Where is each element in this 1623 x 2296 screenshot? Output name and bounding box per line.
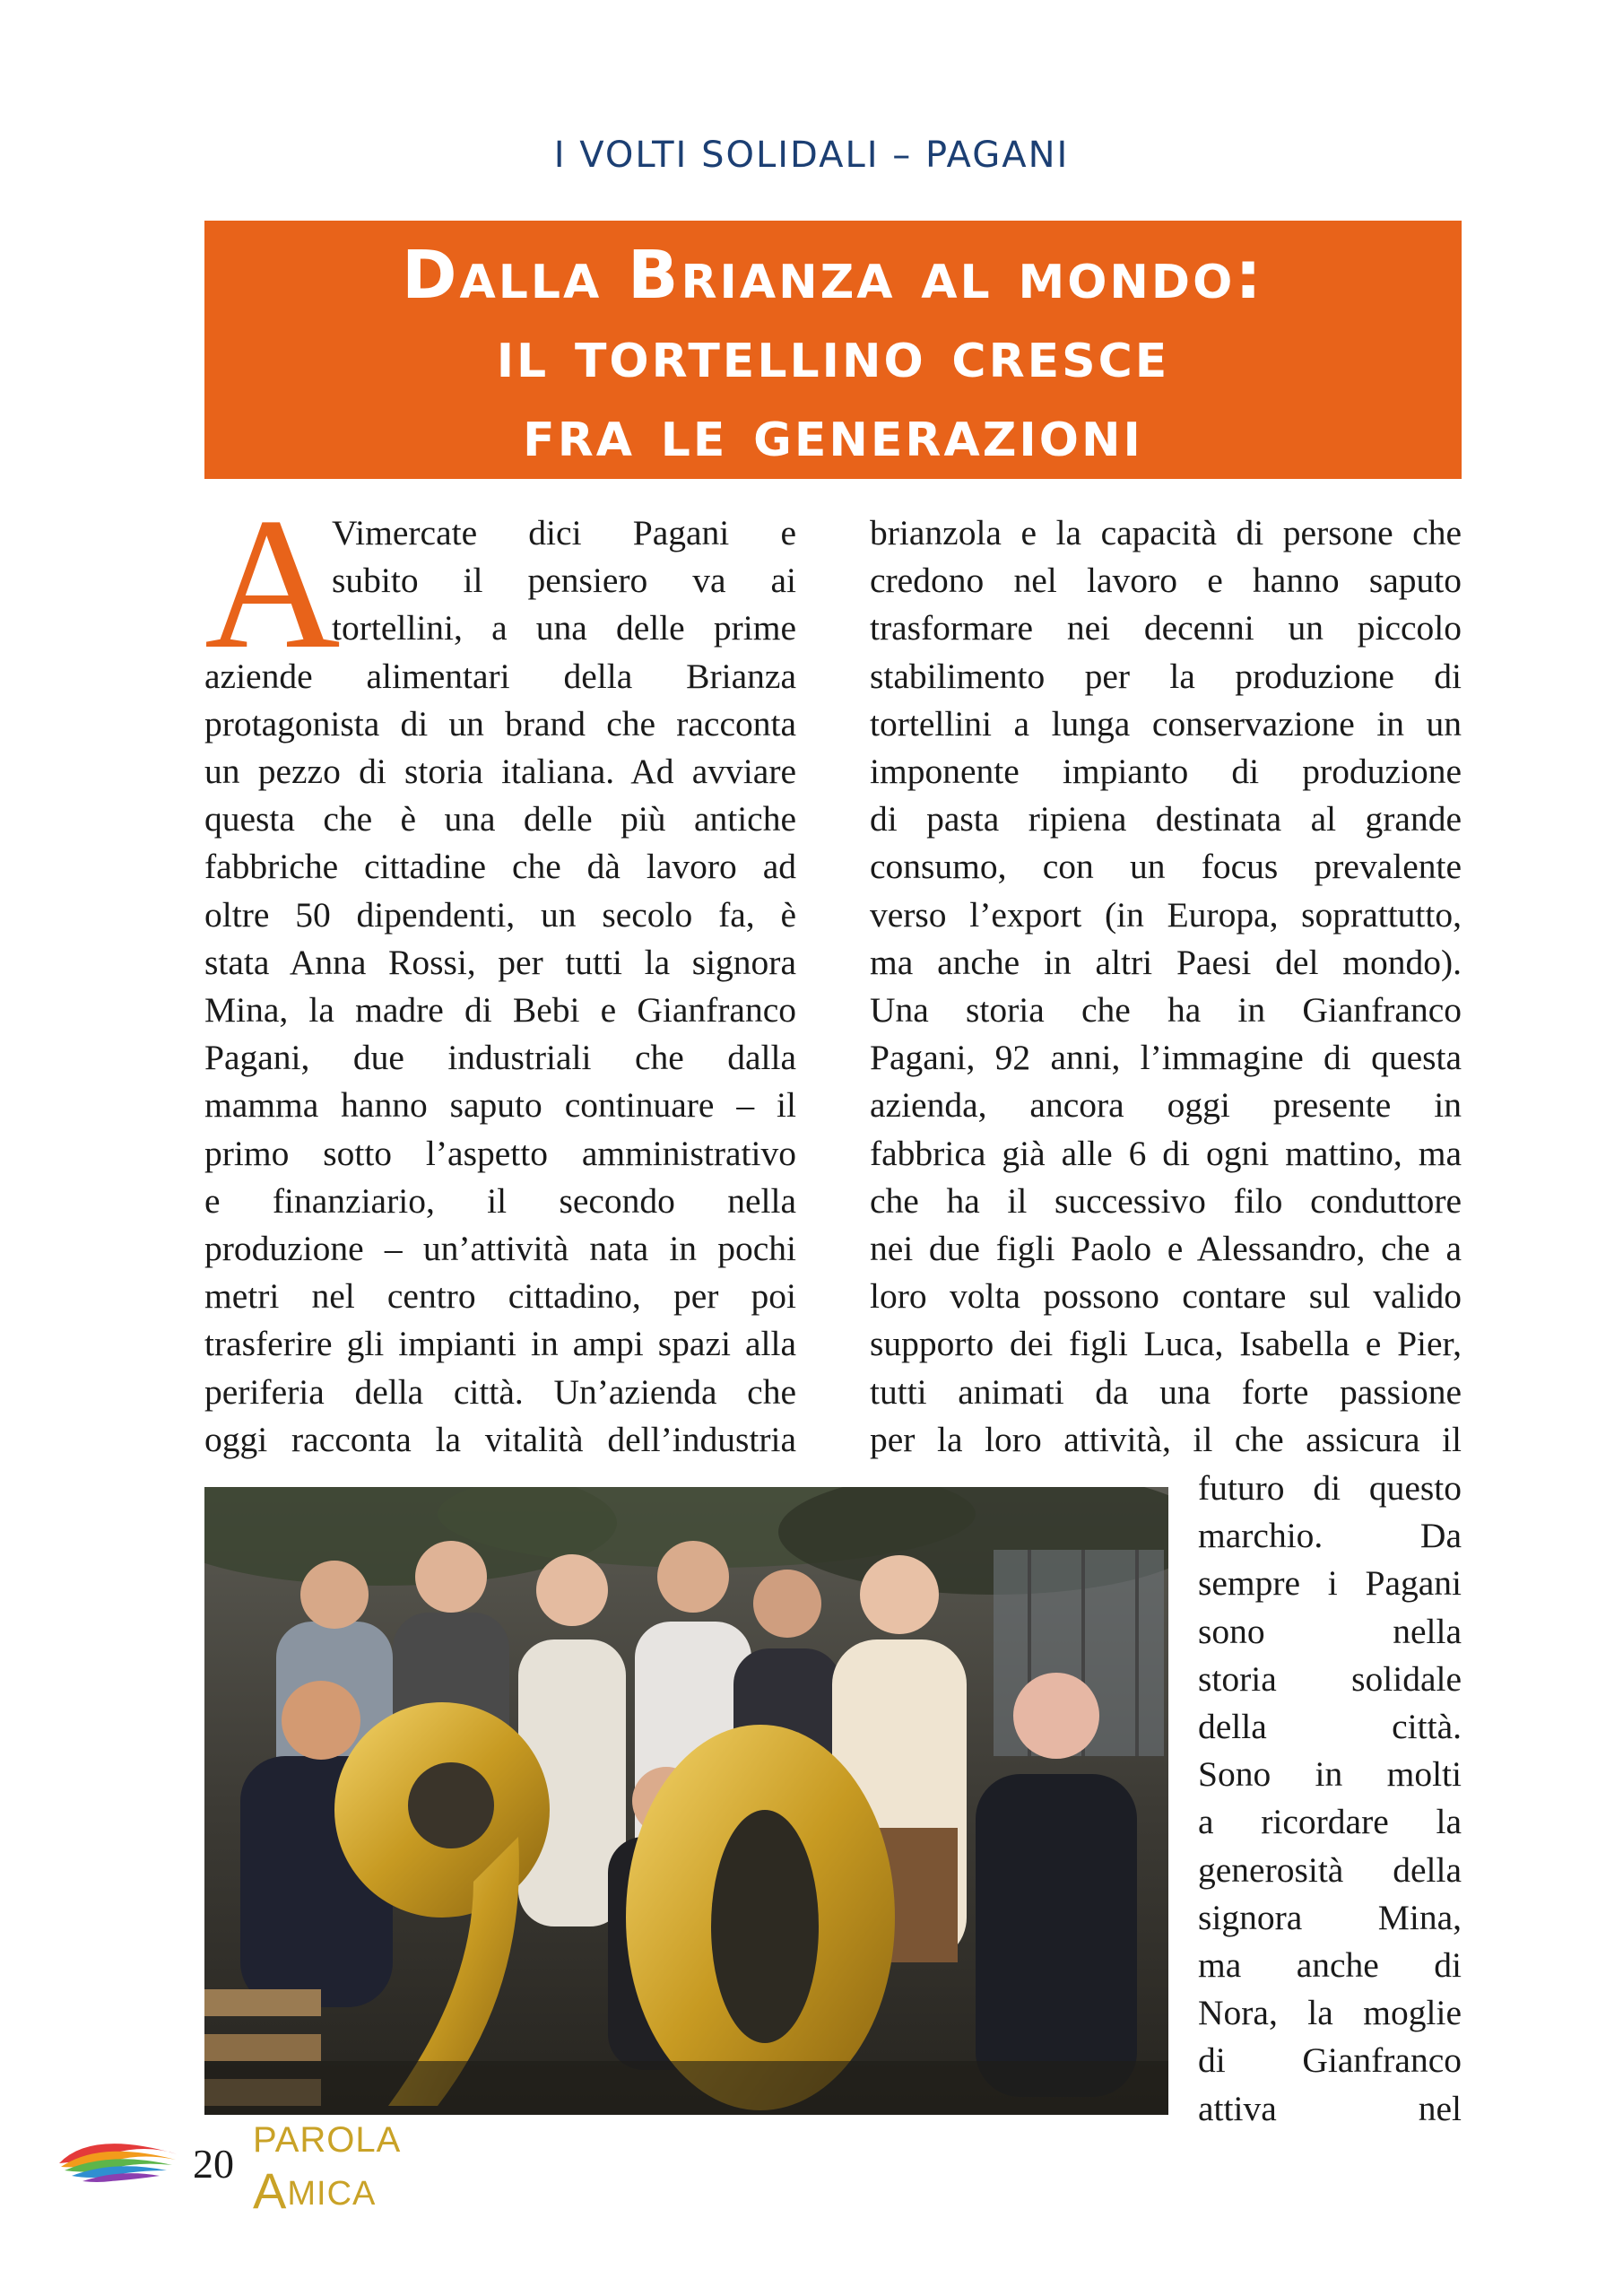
text-line: primo sotto l’aspetto amministrativo [204, 1133, 796, 1173]
text-line: generosità della [1198, 1849, 1462, 1890]
text-line: tutti animati da una forte passione [870, 1371, 1462, 1412]
text-line: sono nella [1198, 1611, 1462, 1651]
text-line: e finanziario, il secondo nella [204, 1180, 796, 1221]
text-line: metri nel centro cittadino, per poi [204, 1276, 796, 1317]
text-line: consumo, con un focus prevalente [870, 847, 1462, 887]
text-line: a ricordare la [1198, 1802, 1462, 1842]
text-line: subito il pensiero va ai [332, 561, 796, 601]
magazine-brand [253, 2120, 402, 2219]
text-line: credono nel lavoro e hanno saputo [870, 561, 1462, 601]
text-line: mamma hanno saputo continuare – il [204, 1085, 796, 1126]
text-line: marchio. Da [1198, 1516, 1462, 1556]
text-line: nei due figli Paolo e Alessandro, che a [870, 1229, 1462, 1269]
text-line: aziende alimentari della Brianza [204, 656, 796, 696]
text-line: che ha il successivo filo conduttore [870, 1180, 1462, 1221]
text-line: loro volta possono contare sul valido [870, 1276, 1462, 1317]
text-line: futuro di questo [1198, 1468, 1462, 1508]
text-line: signora Mina, [1198, 1897, 1462, 1937]
text-line: sempre i Pagani [1198, 1563, 1462, 1604]
magazine-logo-icon [56, 2127, 181, 2190]
article-column-1 [204, 480, 796, 1464]
brand-rest: MICA [287, 2175, 377, 2213]
text-line: attiva nel [1198, 2088, 1462, 2128]
brand-word-bottom [253, 2158, 377, 2219]
text-line: produzione – un’attività nata in pochi [204, 1229, 796, 1269]
section-label: I VOLTI SOLIDALI – PAGANI [553, 135, 1070, 176]
text-line: tortellini, a una delle prime [332, 608, 796, 648]
brand-initial: A [253, 2162, 288, 2219]
text-line: ma anche in altri Paesi del mondo). [870, 942, 1462, 982]
brand-word-top: PAROLA [253, 2120, 402, 2160]
balloon-zero [626, 1725, 895, 2110]
text-line: periferia della città. Un’azienda che [204, 1371, 796, 1412]
text-line: imponente impianto di produzione [870, 752, 1462, 792]
text-line: Pagani, 92 anni, l’immagine di questa [870, 1038, 1462, 1078]
text-line: per la loro attività, il che assicura il [870, 1419, 1462, 1459]
headline-line-3: fra le generazioni [523, 395, 1143, 472]
text-line: ma anche di [1198, 1945, 1462, 1986]
article-column-3 [1198, 1465, 1462, 2133]
text-line: stata Anna Rossi, per tutti la signora [204, 942, 796, 982]
text-line: protagonista di un brand che racconta [204, 703, 796, 744]
text-line: verso l’export (in Europa, soprattutto, [870, 894, 1462, 935]
drop-cap: A [204, 480, 341, 688]
text-line: Vimercate dici Pagani e [332, 513, 796, 552]
headline-banner [204, 221, 1462, 479]
text-line: di Gianfranco [1198, 2040, 1462, 2081]
family-photo [204, 1487, 1168, 2115]
headline-line-2: il tortellino cresce [496, 316, 1170, 393]
text-line: oltre 50 dipendenti, un secolo fa, è [204, 894, 796, 935]
text-line: Sono in molti [1198, 1754, 1462, 1795]
text-line: Mina, la madre di Bebi e Gianfranco [204, 990, 796, 1031]
text-line: fabbriche cittadine che dà lavoro ad [204, 847, 796, 887]
text-line: tortellini a lunga conservazione in un [870, 703, 1462, 744]
text-line: oggi racconta la vitalità dell’industria [204, 1419, 796, 1459]
text-line: questa che è una delle più antiche [204, 799, 796, 839]
text-line: di pasta ripiena destinata al grande [870, 799, 1462, 839]
text-line: un pezzo di storia italiana. Ad avviare [204, 752, 796, 792]
article-column-2 [870, 509, 1462, 1464]
page-number: 20 [193, 2141, 234, 2187]
text-line: Nora, la moglie [1198, 1993, 1462, 2033]
text-line: supporto dei figli Luca, Isabella e Pier, [870, 1324, 1462, 1364]
text-line: brianzola e la capacità di persone che [870, 513, 1462, 552]
text-line: azienda, ancora oggi presente in [870, 1085, 1462, 1126]
text-line: trasferire gli impianti in ampi spazi alla [204, 1324, 796, 1364]
text-line: della città. [1198, 1707, 1462, 1747]
text-line: fabbrica già alle 6 di ogni mattino, ma [870, 1133, 1462, 1173]
text-line: Una storia che ha in Gianfranco [870, 990, 1462, 1031]
text-line: trasformare nei decenni un piccolo [870, 608, 1462, 648]
headline-line-1: Dalla Brianza al mondo: [402, 237, 1264, 314]
text-line: stabilimento per la produzione di [870, 656, 1462, 696]
text-line: Pagani, due industriali che dalla [204, 1038, 796, 1078]
text-line: storia solidale [1198, 1658, 1462, 1699]
